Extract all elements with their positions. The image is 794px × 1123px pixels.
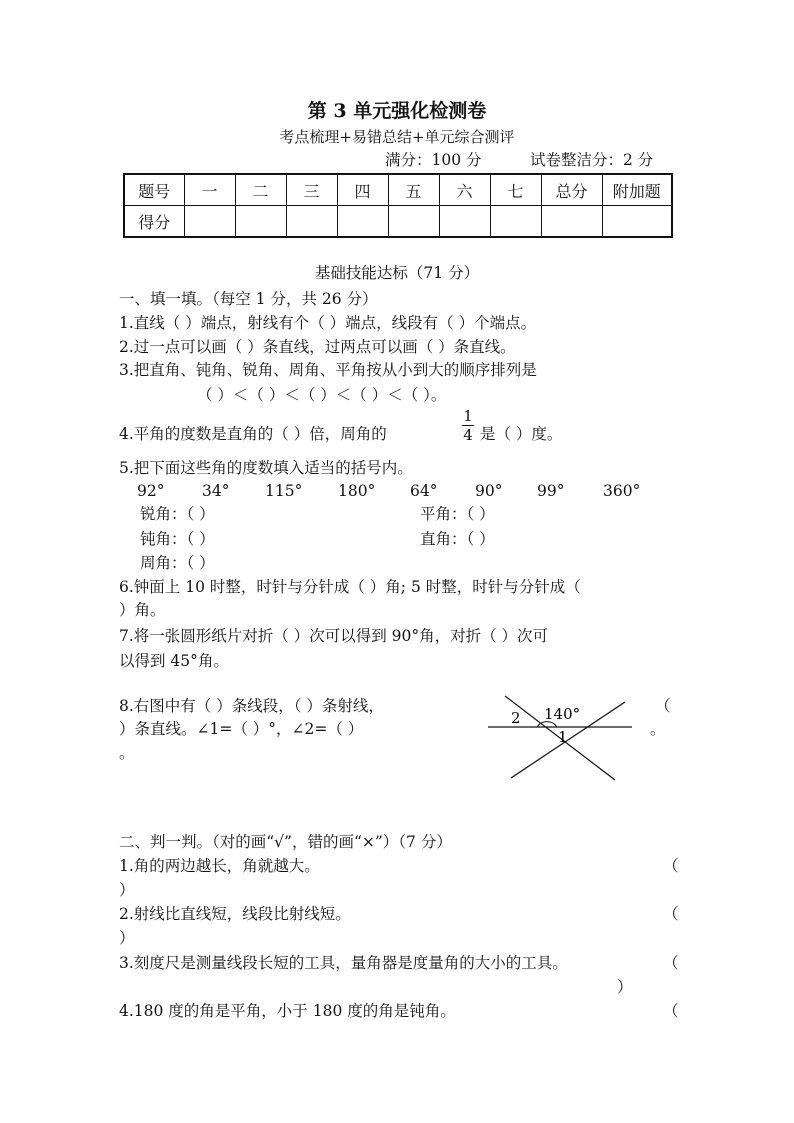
question-2: 2.过一点可以画（ ）条直线，过两点可以画（ ）条直线。	[119, 338, 516, 356]
q5-obtuse-label: 钝角：（ ）	[140, 530, 215, 548]
question-6-line-b: ）角。	[119, 601, 166, 619]
judge-item-3-close[interactable]: ）	[617, 978, 633, 996]
section-basic-heading: 基础技能达标（71 分）	[314, 264, 480, 282]
q5-value: 34°	[202, 482, 230, 500]
score-header-cell: 总分	[541, 174, 602, 206]
judge-item-2-open[interactable]: （	[663, 905, 679, 923]
q5-value: 64°	[410, 482, 438, 500]
question-4-part-a: 4.平角的度数是直角的（ ）倍，周角的	[119, 425, 387, 443]
full-score-label: 满分：100 分	[385, 151, 482, 169]
judge-item-1-close[interactable]: ）	[119, 881, 135, 899]
q5-value: 115°	[265, 482, 303, 500]
score-table	[123, 173, 673, 238]
q5-value: 90°	[475, 482, 503, 500]
question-7-line-a: 7.将一张圆形纸片对折（ ）次可以得到 90°角，对折（ ）次可	[119, 627, 549, 645]
score-header-cell: 一	[184, 174, 235, 206]
q5-value: 360°	[603, 482, 641, 500]
question-3-text: 3.把直角、钝角、锐角、周角、平角按从小到大的顺序排列是	[119, 361, 537, 379]
score-table-header-row	[124, 174, 672, 206]
score-input-cell[interactable]	[602, 206, 672, 238]
score-row-label: 得分	[124, 206, 184, 238]
judge-item-4: 4.180 度的角是平角，小于 180 度的角是钝角。	[119, 1002, 456, 1020]
neatness-score-label: 试卷整洁分：2 分	[530, 151, 654, 169]
score-input-cell[interactable]	[337, 206, 388, 238]
score-input-cell[interactable]	[286, 206, 337, 238]
score-input-cell[interactable]	[184, 206, 235, 238]
score-header-cell: 三	[286, 174, 337, 206]
score-table-score-row	[124, 206, 672, 238]
question-1: 1.直线（ ）端点，射线有个（ ）端点，线段有（ ）个端点。	[119, 314, 537, 332]
angle-label-1: 1	[558, 728, 568, 746]
score-header-cell: 七	[490, 174, 541, 206]
intersecting-lines-figure	[485, 690, 635, 785]
fraction-denominator: 4	[463, 426, 473, 444]
question-8-line-b: ）条直线。∠1=（ ）°，∠2=（ ）	[119, 720, 364, 738]
judge-item-1: 1.角的两边越长，角就越大。	[119, 857, 320, 875]
question-8-paren: （	[655, 697, 671, 715]
judge-item-4-open[interactable]: （	[663, 1002, 679, 1020]
fraction-numerator: 1	[463, 407, 473, 425]
q5-right-label: 直角：（ ）	[420, 530, 495, 548]
score-header-cell: 二	[235, 174, 286, 206]
judge-item-3: 3.刻度尺是测量线段长短的工具，量角器是度量角的大小的工具。	[119, 954, 568, 972]
question-4-part-b: 是（ ）度。	[480, 425, 563, 443]
angle-label-2: 2	[511, 709, 521, 727]
part2-heading: 二、判一判。（对的画“√”，错的画“×”）（7 分）	[119, 833, 452, 851]
score-input-cell[interactable]	[541, 206, 602, 238]
question-8-dot: 。	[119, 744, 135, 762]
question-3-order-blanks: （ ）＜（ ）＜（ ）＜（ ）＜（ ）。	[197, 386, 447, 404]
part1-heading: 一、填一填。（每空 1 分，共 26 分）	[119, 290, 378, 308]
score-header-cell: 六	[439, 174, 490, 206]
fraction-one-quarter	[462, 408, 474, 444]
q5-value: 92°	[137, 482, 165, 500]
question-8-dot: 。	[650, 720, 666, 738]
judge-item-1-open[interactable]: （	[663, 857, 679, 875]
score-input-cell[interactable]	[439, 206, 490, 238]
q5-straight-label: 平角：（ ）	[420, 505, 495, 523]
q5-full-label: 周角：（ ）	[140, 554, 215, 572]
score-header-cell: 题号	[124, 174, 184, 206]
judge-item-2-close[interactable]: ）	[119, 929, 135, 947]
judge-item-3-open[interactable]: （	[663, 954, 679, 972]
score-header-cell: 附加题	[602, 174, 672, 206]
score-input-cell[interactable]	[235, 206, 286, 238]
q5-value: 180°	[338, 482, 376, 500]
question-7-line-b: 以得到 45°角。	[119, 652, 229, 670]
judge-item-2: 2.射线比直线短，线段比射线短。	[119, 905, 351, 923]
question-6-line-a: 6.钟面上 10 时整，时针与分针成（ ）角; 5 时整，时针与分针成（	[119, 578, 581, 596]
angle-label-140: 140°	[544, 705, 581, 723]
question-8-line-a: 8.右图中有（ ）条线段，（ ）条射线，	[119, 697, 384, 715]
page-title: 第 3 单元强化检测卷	[307, 100, 487, 122]
score-header-cell: 四	[337, 174, 388, 206]
score-input-cell[interactable]	[490, 206, 541, 238]
score-header-cell: 五	[388, 174, 439, 206]
page-subtitle: 考点梳理+易错总结+单元综合测评	[279, 128, 515, 146]
question-5-text: 5.把下面这些角的度数填入适当的括号内。	[119, 459, 413, 477]
q5-acute-label: 锐角：（ ）	[140, 505, 215, 523]
score-input-cell[interactable]	[388, 206, 439, 238]
q5-value: 99°	[537, 482, 565, 500]
